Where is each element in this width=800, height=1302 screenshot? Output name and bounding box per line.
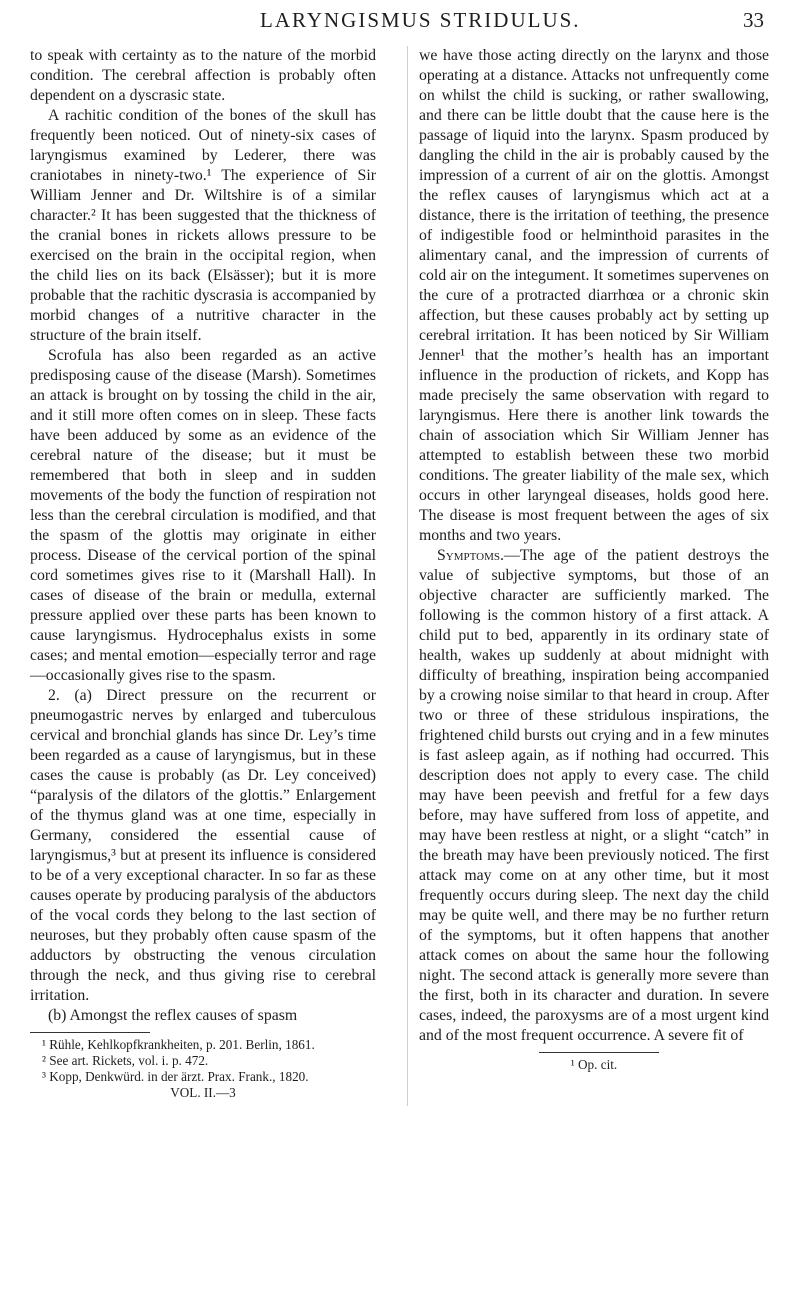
footnote: ¹ Rühle, Kehlkopfkrankheiten, p. 201. Berlin, 1861. (42, 1037, 315, 1052)
page-header (0, 4, 800, 38)
symptoms-paragraph (419, 546, 769, 1046)
footnote: ¹ Op. cit. (570, 1057, 618, 1072)
paragraph: A rachitic condition of the bones of the skull has frequently been noticed. Out of ninety-six cases of laryngismus examined by Lederer, there was craniotabes in ninety-two.¹ The experience of Sir William Jenner and Dr. Wiltshire is of a similar character.² It has been suggested that the thickness of the cranial bones in rickets allows pressure to be exercised on the brain in the occipital region, when the child lies on its back (Elsässer); but it is more probable that the rachitic dyscrasia is accompanied by morbid changes of a nutritive character in the structure of the brain itself. (30, 107, 376, 344)
paragraph: to speak with certainty as to the nature of the morbid condition. The cerebral affection is probably often dependent on a dyscrasic state. (30, 47, 376, 104)
paragraph: we have those acting directly on the larynx and those operating at a distance. Attacks not unfrequently come on whilst the child is sucking, or rather swallowing, and there can be little doubt that the cause here is the passage of liquid into the larynx. Spasm produced by dangling the child in the air is probably caused by the impression of a current of air on the glottis. Amongst the reflex causes of laryngismus which act at a distance, there is the irritation of teething, the presence of indigestible food or helminthoid parasites in the alimentary canal, and the impression of currents of cold air on the integument. It sometimes supervenes on the cure of a protracted diarrhœa or a chronic skin affection, but these causes probably act by setting up cerebral irritation. It has been noticed by Sir William Jenner¹ that the mother’s health has an important influence in the production of rickets, and Kopp has made precisely the same observation with regard to laryngismus. Here there is another link towards the chain of association which Sir William Jenner has attempted to establish between these two morbid conditions. The greater liability of the male sex, which occurs in other laryngeal diseases, holds good here. The disease is most frequent between the ages of six months and two years. (419, 47, 769, 544)
right-column (419, 46, 769, 1073)
column-divider (407, 46, 408, 1106)
paragraph: 2. (a) Direct pressure on the recurrent or pneumogastric nerves by enlarged and tuberculous cervical and bronchial glands has since Dr. Ley’s time been regarded as a cause of laryngismus, but in these cases the cause is probably (as Dr. Ley conceived) “paralysis of the dilators of the glottis.” Enlargement of the thymus gland was at one time, especially in Germany, considered the essential cause of laryngismus,³ but at present its influence is considered to be of a very exceptional character. In so far as these causes operate by producing paralysis of the abductors of the vocal cords they belong to the last section of neuroses, but they probably often cause spasm of the adductors by obstructing the venous circulation through the neck, and thus giving rise to cerebral irritation. (30, 687, 376, 1004)
paragraph: Scrofula has also been regarded as an active predisposing cause of the disease (Marsh). Sometimes an attack is brought on by tossing the child in the air, and it still more often comes on in sleep. These facts have been adduced by some as an evidence of the cerebral nature of the disease; but it must be remembered that both in sleep and in sudden movements of the body the function of respiration not less than the cerebral circulation is modified, and that the spasm of the glottis may originate in either process. Disease of the cervical portion of the spinal cord sometimes gives rise to it (Marshall Hall). In cases of disease of the brain or medulla, external pressure applied over these parts has been known to cause laryngismus. Hydrocephalus exists in some cases; and mental emotion—especially terror and rage—occasionally gives rise to the spasm. (30, 347, 376, 684)
left-column (30, 46, 376, 1101)
footnote-rule (539, 1052, 659, 1053)
page-number: 33 (743, 8, 764, 32)
footnotes (419, 1057, 769, 1073)
section-heading: Symptoms. (437, 547, 504, 564)
footnote-rule (30, 1032, 150, 1033)
footnote: ³ Kopp, Denkwürd. in der ärzt. Prax. Frank., 1820. (42, 1069, 309, 1084)
footnote: ² See art. Rickets, vol. i. p. 472. (42, 1053, 209, 1068)
paragraph: (b) Amongst the reflex causes of spasm (48, 1007, 298, 1024)
footnotes (30, 1037, 376, 1101)
signature-mark: VOL. II.—3 (170, 1085, 236, 1100)
running-title: LARYNGISMUS STRIDULUS. (260, 8, 581, 32)
paragraph-text: —The age of the patient destroys the value of subjective symptoms, but those of an objective character are sufficiently marked. The following is the common history of a first attack. A child put to bed, apparently in its ordinary state of health, wakes up suddenly at about midnight with difficulty of breathing, inspiration being accompanied by a crowing noise similar to that heard in croup. After two or three of these stridulous inspirations, the frightened child bursts out crying and in a few minutes is fast asleep again, as if nothing had occurred. This description does not apply to every case. The child may have been peevish and fretful for a few days before, may have suffered from loss of appetite, and may have been restless at night, or a slight “catch” in the breath may have been previously noticed. The first attack may come on at any other time, but it most frequently occurs during sleep. The next day the child may be quite well, and there may be no further return of the symptoms, but it often happens that another attack comes on about the same hour the following night. The second attack is generally more severe than the first, both in its character and duration. In severe cases, indeed, the paroxysms are of a most urgent kind and of the most frequent occurrence. A severe fit of (419, 547, 769, 1044)
